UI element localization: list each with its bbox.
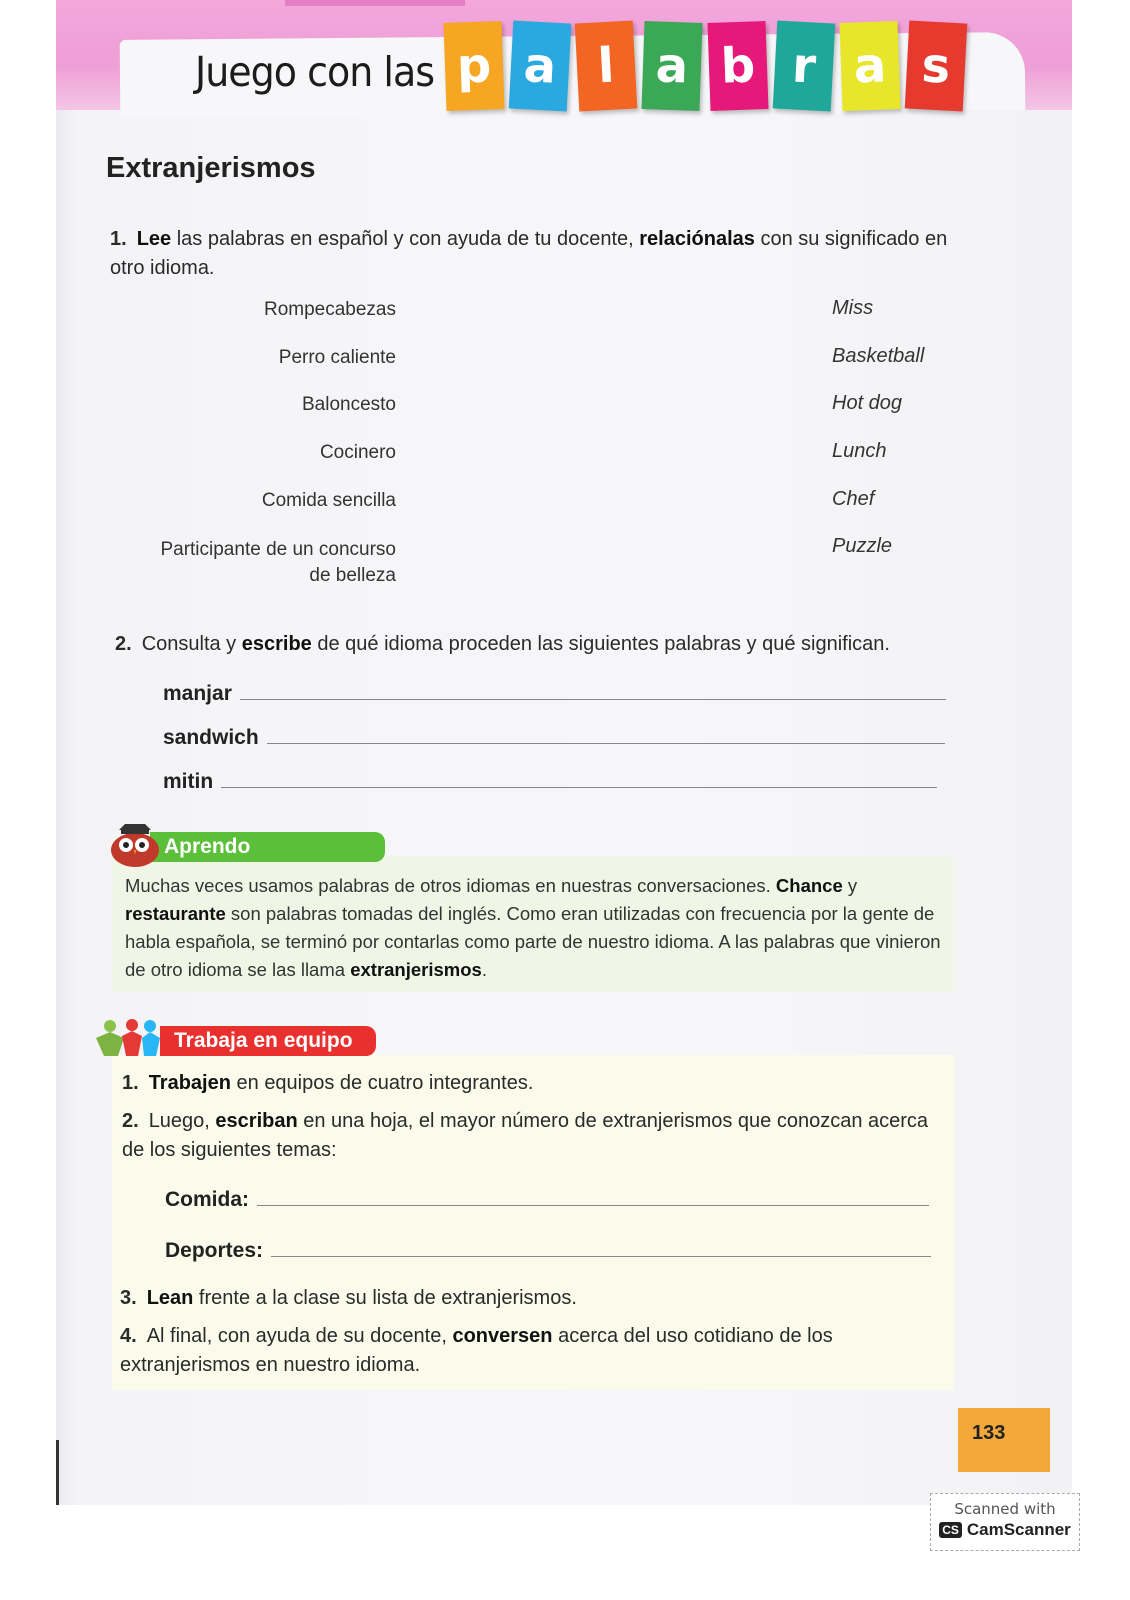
answer-line[interactable] xyxy=(271,1255,931,1257)
keyword: escribe xyxy=(241,633,312,655)
question-text: las palabras en español y con ayuda de tu docente, xyxy=(171,228,640,250)
letter-tile xyxy=(773,21,836,112)
item-number: 2. xyxy=(122,1110,139,1132)
question-text: con su significado en otro idioma. xyxy=(110,228,948,279)
right-word: Chef xyxy=(832,488,875,510)
camscanner-watermark xyxy=(930,1493,1080,1551)
answer-line[interactable] xyxy=(221,786,937,788)
header-strip xyxy=(285,0,465,6)
fill-row-mitin xyxy=(163,770,937,794)
tile-letter: b xyxy=(719,37,757,95)
left-word: Participante de un concurso xyxy=(160,539,396,560)
left-word: Perro caliente xyxy=(278,347,396,368)
left-word: de belleza xyxy=(309,565,396,586)
fill-row-manjar xyxy=(163,682,946,706)
equipo-item-1 xyxy=(122,1069,952,1098)
right-word: Hot dog xyxy=(832,392,903,414)
header-title: Juego con las xyxy=(195,48,435,96)
fill-label: mitin xyxy=(163,770,214,793)
letter-tile xyxy=(905,21,968,112)
item-number: 1. xyxy=(122,1072,139,1094)
question-number: 1. xyxy=(110,228,127,250)
left-word: Cocinero xyxy=(319,442,396,463)
team-kids-icon xyxy=(92,1016,162,1060)
tile-letter: s xyxy=(920,37,952,95)
keyword: restaurante xyxy=(125,903,226,924)
keyword: escriban xyxy=(215,1110,298,1132)
keyword: Lean xyxy=(146,1287,194,1309)
scanner-brand xyxy=(931,1520,1079,1540)
aprendo-text-part: . xyxy=(481,959,487,980)
equipo-item-4 xyxy=(120,1322,950,1380)
answer-line[interactable] xyxy=(240,698,946,700)
letter-tile xyxy=(839,21,900,111)
aprendo-tag: Aprendo xyxy=(150,832,385,862)
item-number: 3. xyxy=(120,1287,137,1309)
item-number: 4. xyxy=(120,1325,137,1347)
tile-letter: a xyxy=(654,37,690,95)
fill-label: manjar xyxy=(163,682,232,705)
camscanner-logo-icon: CS xyxy=(939,1522,962,1538)
keyword: Consulta xyxy=(141,633,221,655)
equipo-tag: Trabaja en equipo xyxy=(160,1026,376,1056)
section-title: Extranjerismos xyxy=(106,152,316,184)
keyword: Lee xyxy=(136,228,172,250)
tile-letter: a xyxy=(852,37,888,95)
fill-row-deportes xyxy=(165,1239,931,1263)
fill-label: Comida: xyxy=(165,1188,249,1211)
equipo-item-3 xyxy=(120,1284,950,1313)
keyword: Trabajen xyxy=(148,1072,231,1094)
keyword: extranjerismos xyxy=(350,959,482,980)
aprendo-text-part: son palabras tomadas del inglés. Como eran utilizadas con frecuencia por la gente de habla española, se terminó por contarlas como parte de nuestro idioma. A las palabras que vinieron de otro idioma se las llama xyxy=(125,903,941,980)
item-text: en equipos de cuatro integrantes. xyxy=(230,1072,534,1094)
keyword: conversen xyxy=(452,1325,553,1347)
fill-label: sandwich xyxy=(163,726,259,749)
item-text: Luego, xyxy=(148,1110,216,1132)
left-word: Baloncesto xyxy=(301,394,396,415)
page-number: 133 xyxy=(958,1408,1050,1472)
question-number: 2. xyxy=(115,633,132,655)
answer-line[interactable] xyxy=(267,742,945,744)
scanner-caption: Scanned with xyxy=(954,1500,1056,1518)
right-word: Lunch xyxy=(832,440,887,462)
aprendo-text-part: Muchas veces usamos palabras de otros idiomas en nuestras conversaciones. xyxy=(125,875,776,896)
left-word: Comida sencilla xyxy=(261,490,396,511)
item-text: Al final, con ayuda de su docente, xyxy=(146,1325,453,1347)
question-2 xyxy=(115,630,975,659)
tile-letter: p xyxy=(455,37,493,95)
fill-label: Deportes: xyxy=(165,1239,264,1262)
question-text: y xyxy=(220,633,242,655)
fill-row-comida xyxy=(165,1188,929,1212)
fill-row-sandwich xyxy=(163,726,945,750)
letter-tile xyxy=(641,21,702,111)
letter-tile xyxy=(443,21,504,111)
left-word: Rompecabezas xyxy=(263,299,396,320)
letter-tile xyxy=(575,21,638,112)
aprendo-text-part: y xyxy=(842,875,858,896)
right-word: Miss xyxy=(832,297,874,319)
question-text: de qué idioma proceden las siguientes palabras y qué significan. xyxy=(311,633,890,655)
item-text: frente a la clase su lista de extranjerismos. xyxy=(193,1287,577,1309)
keyword: Chance xyxy=(775,875,843,896)
keyword: relaciónalas xyxy=(639,228,755,250)
letter-tile xyxy=(509,21,572,112)
tile-letter: l xyxy=(596,37,616,95)
item-text: acerca del uso cotidiano de los extranjerismos en nuestro idioma. xyxy=(120,1325,833,1376)
right-word: Basketball xyxy=(832,345,925,367)
letter-tile xyxy=(707,21,768,111)
item-text: en una hoja, el mayor número de extranjerismos que conozcan acerca de los siguientes temas: xyxy=(122,1110,929,1161)
right-word: Puzzle xyxy=(832,535,893,557)
equipo-item-2 xyxy=(122,1107,952,1165)
question-1 xyxy=(110,225,970,283)
tile-letter: a xyxy=(522,37,558,95)
tile-letter: r xyxy=(790,37,818,95)
owl-icon xyxy=(107,818,163,868)
scanner-name: CamScanner xyxy=(966,1520,1071,1539)
header-tiles xyxy=(445,22,973,110)
answer-line[interactable] xyxy=(257,1204,929,1206)
aprendo-text xyxy=(125,872,947,984)
page-edge xyxy=(56,1440,59,1505)
